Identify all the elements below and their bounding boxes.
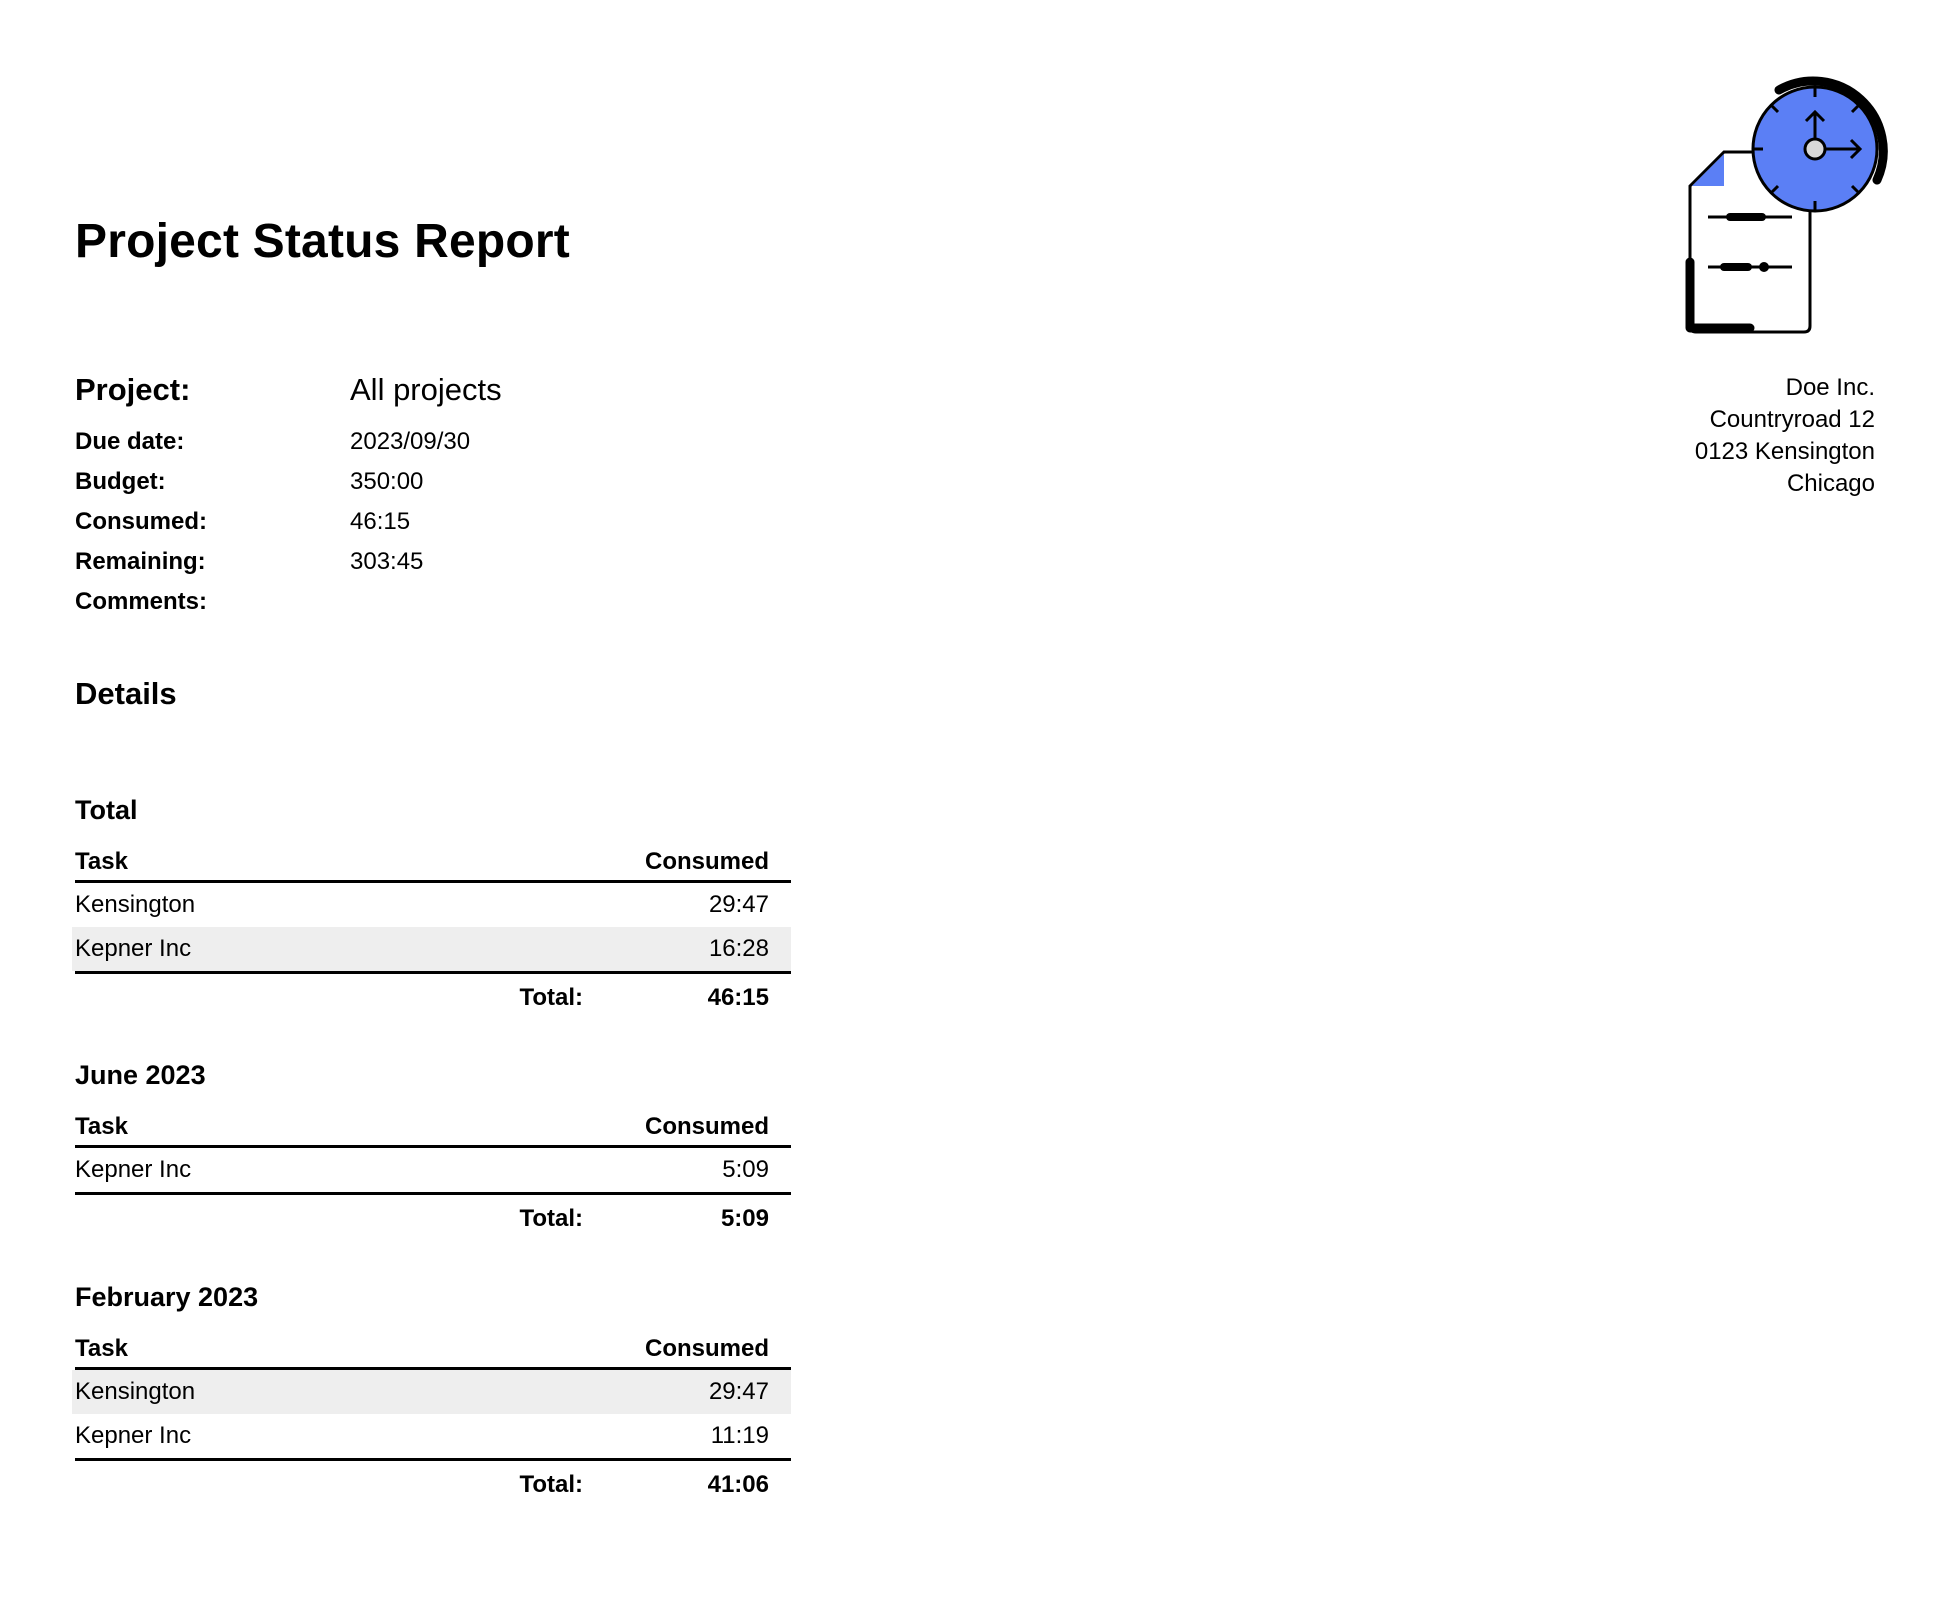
company-city-line: 0123 Kensington <box>1694 438 1875 465</box>
task-cell: Kepner Inc <box>75 935 192 962</box>
due-date-value: 2023/09/30 <box>350 428 471 455</box>
consumed-cell: 29:47 <box>708 891 769 918</box>
table-row <box>72 883 791 927</box>
company-city: Chicago <box>1786 470 1875 497</box>
consumed-cell: 16:28 <box>708 935 769 962</box>
project-label: Project: <box>75 372 191 407</box>
table-header <box>75 1331 791 1370</box>
consumed-label: Consumed: <box>75 508 207 535</box>
section-title: February 2023 <box>75 1282 259 1312</box>
total-label: Total: <box>519 1205 583 1232</box>
task-cell: Kensington <box>75 1378 196 1405</box>
table-row <box>72 1370 791 1414</box>
budget-row <box>75 468 502 508</box>
company-address <box>1695 372 1875 500</box>
table-total <box>75 971 791 1022</box>
column-task: Task <box>75 1113 128 1140</box>
column-consumed: Consumed <box>644 848 769 875</box>
section-total <box>75 788 791 1022</box>
task-cell: Kepner Inc <box>75 1422 192 1449</box>
report-clock-icon <box>1672 76 1890 338</box>
consumed-cell: 11:19 <box>710 1422 769 1449</box>
project-value: All projects <box>350 372 502 407</box>
column-task: Task <box>75 848 128 875</box>
total-value: 41:06 <box>707 1471 769 1498</box>
column-consumed: Consumed <box>644 1113 769 1140</box>
total-label: Total: <box>519 984 583 1011</box>
table-total <box>75 1192 791 1243</box>
column-consumed: Consumed <box>644 1335 769 1362</box>
table-row <box>72 927 791 971</box>
details-heading: Details <box>75 676 177 711</box>
page-title: Project Status Report <box>75 215 570 268</box>
column-task: Task <box>75 1335 128 1362</box>
comments-row <box>75 588 502 628</box>
total-value: 5:09 <box>720 1205 769 1232</box>
project-info <box>75 372 502 628</box>
project-row <box>75 372 502 428</box>
total-value: 46:15 <box>707 984 769 1011</box>
section-title: Total <box>75 795 138 825</box>
consumed-cell: 5:09 <box>722 1156 769 1183</box>
remaining-value: 303:45 <box>350 548 424 575</box>
company-name: Doe Inc. <box>1785 374 1875 401</box>
section-february-2023 <box>75 1275 791 1509</box>
task-cell: Kensington <box>75 891 196 918</box>
due-date-row <box>75 428 502 468</box>
table-row <box>72 1148 791 1192</box>
remaining-row <box>75 548 502 588</box>
total-label: Total: <box>519 1471 583 1498</box>
section-june-2023 <box>75 1053 791 1243</box>
consumed-value: 46:15 <box>350 508 411 535</box>
table-total <box>75 1458 791 1509</box>
consumed-cell: 29:47 <box>708 1378 769 1405</box>
due-date-label: Due date: <box>75 428 185 455</box>
company-street: Countryroad 12 <box>1709 406 1875 433</box>
table-header <box>75 1109 791 1148</box>
consumed-row <box>75 508 502 548</box>
table-row <box>72 1414 791 1458</box>
table-header <box>75 844 791 883</box>
task-cell: Kepner Inc <box>75 1156 192 1183</box>
section-title: June 2023 <box>75 1060 206 1090</box>
budget-label: Budget: <box>75 468 166 495</box>
budget-value: 350:00 <box>350 468 424 495</box>
comments-label: Comments: <box>75 588 208 615</box>
remaining-label: Remaining: <box>75 548 206 575</box>
